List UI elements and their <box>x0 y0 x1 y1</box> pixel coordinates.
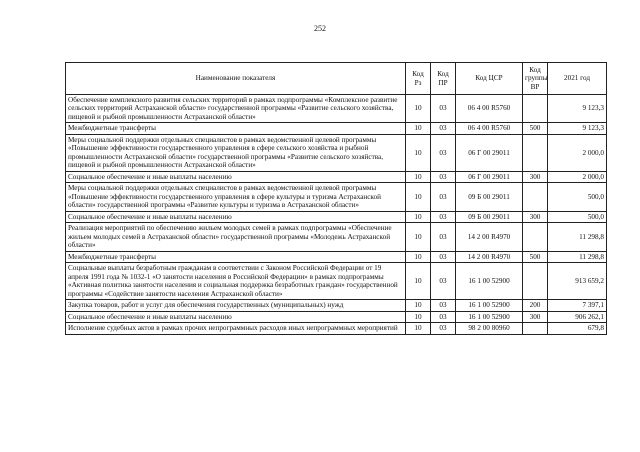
cell-amount: 9 123,3 <box>548 123 607 134</box>
header-name: Наименование показателя <box>66 63 406 95</box>
cell-rz: 10 <box>406 95 431 123</box>
cell-amount: 11 298,8 <box>548 251 607 262</box>
cell-vr: 300 <box>523 211 548 222</box>
cell-vr: 500 <box>523 251 548 262</box>
table-row <box>66 171 607 182</box>
table-row <box>66 211 607 222</box>
cell-amount: 9 123,3 <box>548 95 607 123</box>
cell-csr: 06 Г 00 29011 <box>456 134 523 171</box>
cell-rz: 10 <box>406 183 431 211</box>
cell-vr <box>523 134 548 171</box>
table-row <box>66 95 607 123</box>
cell-csr: 09 Б 00 29011 <box>456 183 523 211</box>
cell-name: Исполнение судебных актов в рамках прочих непрограммных расходов иных непрограммных мероприятий <box>66 323 406 334</box>
cell-name: Межбюджетные трансферты <box>66 123 406 134</box>
cell-name: Социальное обеспечение и иные выплаты населению <box>66 171 406 182</box>
cell-rz: 10 <box>406 251 431 262</box>
table-row <box>66 263 607 300</box>
cell-pr: 03 <box>431 211 456 222</box>
cell-csr: 14 2 00 R4970 <box>456 251 523 262</box>
cell-csr: 98 2 00 80960 <box>456 323 523 334</box>
cell-amount: 679,8 <box>548 323 607 334</box>
cell-vr <box>523 263 548 300</box>
cell-pr: 03 <box>431 263 456 300</box>
cell-name: Социальное обеспечение и иные выплаты населению <box>66 211 406 222</box>
cell-vr <box>523 323 548 334</box>
cell-pr: 03 <box>431 223 456 251</box>
cell-pr: 03 <box>431 251 456 262</box>
cell-name: Обеспечение комплексного развития сельских территорий в рамках подпрограммы «Комплексное развитие сельских территорий Астраханской области» государственной программы «Развитие сельского хозяйства, пищевой и рыбной промышленности Астраханской области» <box>66 95 406 123</box>
cell-csr: 16 1 00 52900 <box>456 263 523 300</box>
cell-rz: 10 <box>406 211 431 222</box>
cell-pr: 03 <box>431 171 456 182</box>
cell-name: Социальные выплаты безработным гражданам в соответствии с Законом Российской Федерации от 19 апреля 1991 года № 1032-1 «О занятости населения в Российской Федерации» в рамках подпрограммы «Активная политика занятости населения и социальная поддержка безработных граждан» государственной программы «Содействие занятости населения Астраханской области» <box>66 263 406 300</box>
cell-csr: 06 4 00 R5760 <box>456 123 523 134</box>
cell-pr: 03 <box>431 95 456 123</box>
cell-amount: 500,0 <box>548 183 607 211</box>
cell-pr: 03 <box>431 300 456 311</box>
cell-vr <box>523 95 548 123</box>
budget-table <box>65 62 607 335</box>
cell-csr: 16 1 00 52900 <box>456 311 523 322</box>
table-row <box>66 300 607 311</box>
cell-rz: 10 <box>406 223 431 251</box>
table-row <box>66 323 607 334</box>
cell-name: Меры социальной поддержки отдельных специалистов в рамках ведомственной целевой программы «Повышение эффективности государственного управления в сфере культуры и туризма Астраханской области» государственной программы «Развитие культуры и туризма в Астраханской области» <box>66 183 406 211</box>
cell-amount: 906 262,1 <box>548 311 607 322</box>
cell-vr <box>523 183 548 211</box>
header-vr: Код группы ВР <box>523 63 548 95</box>
cell-name: Социальное обеспечение и иные выплаты населению <box>66 311 406 322</box>
cell-name: Меры социальной поддержки отдельных специалистов в рамках ведомственной целевой программы «Повышение эффективности государственного управления в сфере сельского хозяйства и рыбной промышленности Астраханской области» государственной программы «Развитие сельского хозяйства, пищевой и рыбной промышленности Астраханской области» <box>66 134 406 171</box>
cell-vr <box>523 223 548 251</box>
cell-amount: 2 000,0 <box>548 171 607 182</box>
cell-rz: 10 <box>406 171 431 182</box>
cell-pr: 03 <box>431 123 456 134</box>
cell-rz: 10 <box>406 311 431 322</box>
cell-amount: 913 659,2 <box>548 263 607 300</box>
table-row <box>66 183 607 211</box>
cell-rz: 10 <box>406 123 431 134</box>
table-row <box>66 134 607 171</box>
header-pr: Код ПР <box>431 63 456 95</box>
table-row <box>66 123 607 134</box>
cell-amount: 7 397,1 <box>548 300 607 311</box>
header-year: 2021 год <box>548 63 607 95</box>
cell-rz: 10 <box>406 134 431 171</box>
cell-amount: 11 298,8 <box>548 223 607 251</box>
cell-csr: 06 4 00 R5760 <box>456 95 523 123</box>
cell-pr: 03 <box>431 311 456 322</box>
table-body <box>66 95 607 335</box>
cell-rz: 10 <box>406 323 431 334</box>
cell-amount: 500,0 <box>548 211 607 222</box>
cell-vr: 300 <box>523 171 548 182</box>
header-csr: Код ЦСР <box>456 63 523 95</box>
cell-csr: 09 Б 00 29011 <box>456 211 523 222</box>
cell-vr: 200 <box>523 300 548 311</box>
cell-rz: 10 <box>406 300 431 311</box>
cell-csr: 06 Г 00 29011 <box>456 171 523 182</box>
cell-name: Реализация мероприятий по обеспечению жильем молодых семей в рамках подпрограммы «Обеспечение жильем молодых семей в Астраханской области» государственной программы «Молодежь Астраханской области» <box>66 223 406 251</box>
cell-vr: 300 <box>523 311 548 322</box>
table-row <box>66 251 607 262</box>
table-row <box>66 311 607 322</box>
cell-rz: 10 <box>406 263 431 300</box>
cell-name: Межбюджетные трансферты <box>66 251 406 262</box>
cell-pr: 03 <box>431 134 456 171</box>
cell-csr: 16 1 00 52900 <box>456 300 523 311</box>
page-number: 252 <box>314 24 326 33</box>
table-row <box>66 223 607 251</box>
cell-pr: 03 <box>431 323 456 334</box>
cell-csr: 14 2 00 R4970 <box>456 223 523 251</box>
table-header-row <box>66 63 607 95</box>
cell-vr: 500 <box>523 123 548 134</box>
cell-amount: 2 000,0 <box>548 134 607 171</box>
header-rz: Код Рз <box>406 63 431 95</box>
cell-name: Закупка товаров, работ и услуг для обеспечения государственных (муниципальных) нужд <box>66 300 406 311</box>
cell-pr: 03 <box>431 183 456 211</box>
